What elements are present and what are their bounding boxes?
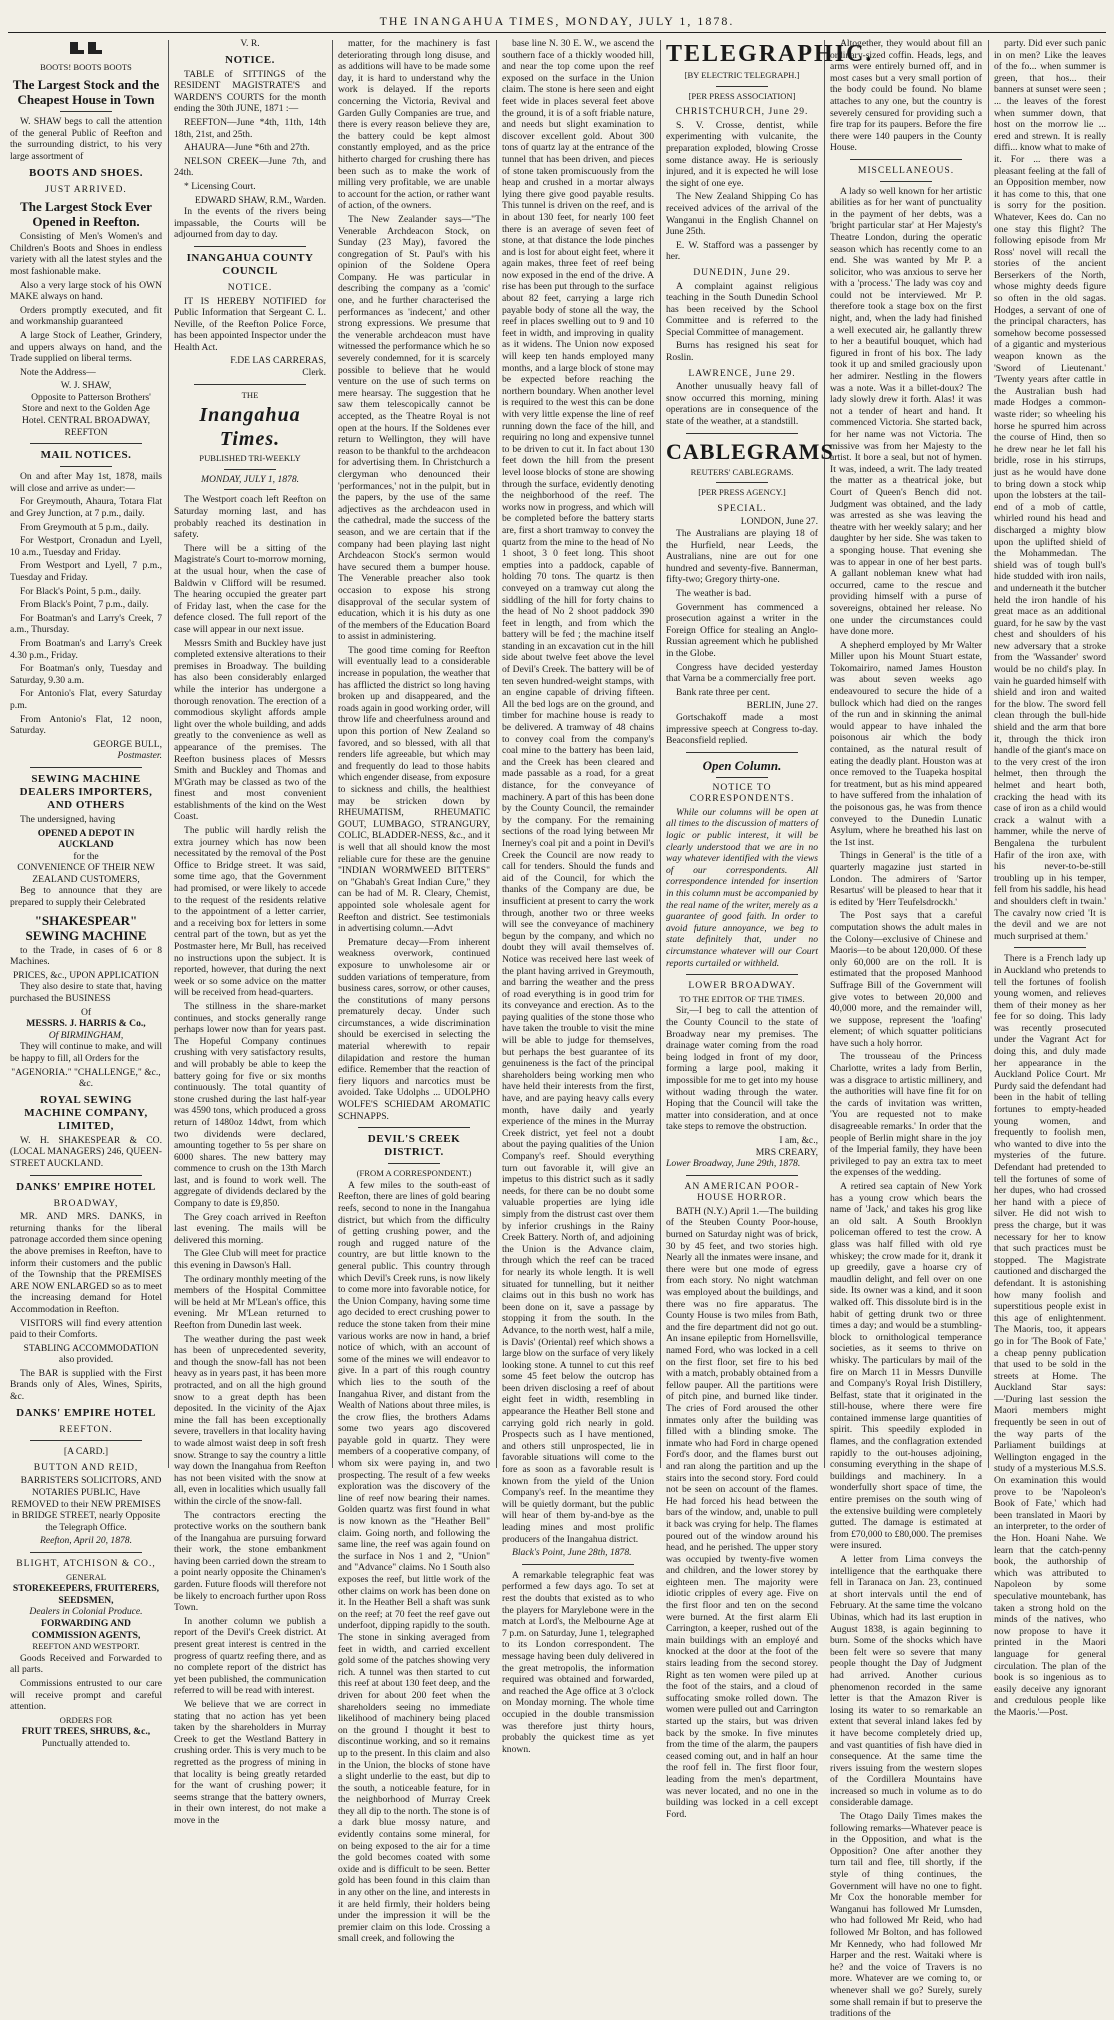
masthead-title: THE INANGAHUA TIMES, MONDAY, JULY 1, 1878.	[379, 14, 735, 28]
card-label: [A CARD.]	[63, 1446, 109, 1458]
table-paragraph: * Licensing Court.	[184, 180, 256, 192]
paper-date: MONDAY, JULY 1, 1878.	[200, 473, 300, 485]
boots-paragraph: W. SHAW begs to call the attention of the general Public of Reefton and the surrounding district, to his very large assortment of	[10, 116, 162, 162]
boots-name: W. J. SHAW,	[60, 380, 112, 392]
column-6	[830, 38, 982, 2020]
divider	[686, 974, 798, 975]
boots-paragraph: Consisting of Men's Women's and Children's Boots and Shoes in endless variety with all the latest styles and the most fashionable make.	[10, 231, 162, 277]
poorhouse-heading: AN AMERICAN POOR-HOUSE HORROR.	[684, 1180, 800, 1204]
article-paragraph: A lady so well known for her artistic abilities as for her want of punctuality in the payment of her debts, was a 'bright particular star' at Her Majesty's Theatre London, during the operatic season which has recently come to an end. She was wanted by Mr P. a solicitor, who was anxious to serve her with a 'process.' The lady was coy and could not be interviewed. Mr P. therefore took a stage box on the first night, and, when the lady had finished a well executed air, he gallantly threw to her a beautiful bouquet, which had figured in front of his box. The lady took it up and smiled graciously upon her admirer. Nestling in the flowers was a note. Was it a billet-doux? The lady slowly drew it forth. Alas! it was not a tender of heart and hand. It commenced Victoria. She started back, for her name was not Victoria. The missive was from her Majesty to the artist. It bore a seal, but not of hymen. It was, indeed, a writ. The lady treated the matter as a theatrical joke, but Court of Queen's Bench did not. Judgment was obtained, and the lady was arrested as she was leaving the theatre with her weekly salary; and her daughter by her side. She was taken to a sponging house. That evening she was to appear in one of her best parts. A gallant nobleman knew what had occurred, came to the rescue and providing himself with a purse of sovereigns, obtained her release. No one under the circumstances could have done more.	[830, 185, 982, 638]
dateline: CHRISTCHURCH, June 29.	[675, 106, 809, 118]
county-council-signature-title: Clerk.	[302, 367, 326, 379]
special-heading: SPECIAL.	[717, 502, 767, 514]
correspondents-notice: While our columns will be open at all times to the discussion of matters of logic or public interest, it will be clearly understood that we are in no way whatever identified with the views of our correspondents. All correspondence intended for insertion in this column must be accompanied by the real name of the writer, merely as a guarantee of good faith. In order to avoid future annoyance, we beg to state definitely that, under no circumstance whatever will our Court reports curtailed or withheld.	[666, 806, 818, 969]
divider	[60, 111, 112, 112]
dateline: BERLIN, June 27.	[746, 700, 818, 712]
article-paragraph: There is a French lady up in Auckland who pretends to tell the fortunes of foolish young women, and relieves them of their money as her fee for so doing. This lady was recently prosecuted under the Vagrant Act for doing this, and duly made her appearance in the Auckland Police Court. Mr Purdy said the defendant had been in the habit of telling fortunes to empty-headed young women, and frequently to foolish men, who wanted to dive into the mysteries of the future. Defendant had pretended to tell the fortunes of some of her dupes, who had crossed her hand with a piece of silver. He did not wish to press the charge, but it was necessary for her to know that such practices must be stopped. The Magistrate cautioned and discharged the defendant. It is astonishing how many foolish and superstitious people exist in this age of enlightenment. The Maoris, too, it appears go in for 'The Book of Fate,' a cheap penny publication that used to be sold in the streets at Home. The Auckland Star says:—'During last session the Maori members might frequently be seen in out of the way parts of the Parliament buildings at Wellington engaged in the study of a mysterious M.S.S. On examination this would prove to be 'Napoleon's Book of Fate,' which had been translated in Maori by an interpreter, to the order of the Hon. Hoani Nahe. We learn that the catch-penny book, the authorship of which was attributed to Napoleon by some speculative mountebank, has taken a strong hold on the minds of the natives, who now propose to have it printed in the Maori language for general circulation. The plan of the book is so ingenious as to easily deceive any ignorant and credulous people like the Maoris.'—Post.	[994, 953, 1106, 1718]
button-reid-date: Reefton, April 20, 1878.	[39, 1535, 133, 1547]
mail-line: For Westport, Cronadun and Lyell, 10 a.m., Tuesday and Friday.	[10, 535, 162, 558]
editorial-paragraph: The stillness in the share-market continues, and stocks generally range perhaps lower now than for years past. The Hopeful Company continues crushing with very satisfactory results, and will probably be able to keep the battery going for five or six months continuously. The total quantity of stone crushed during the last half-year was 4590 tons, which produced a gross return of 1480oz 14dwt, from which two dividends were declared, amounting together to 5s per share on 6000 shares. The new battery may commence to crush on the 13th March last, and is found to work well. The aggregate of dividends declared by the Company to date is £9,850.	[174, 1000, 326, 1210]
boots-heading: BOOTS AND SHOES.	[28, 166, 144, 179]
article-paragraph: Things in General' is the title of a quarterly magazine just started in London. The admirers of 'Sartor Resartus' will be pleased to hear that it is edited by 'Herr Teufelsdrockh.'	[830, 850, 982, 908]
column-divider	[168, 40, 169, 1468]
sewing-line: CONVENIENCE OF THEIR NEW ZEALAND CUSTOMERS,	[17, 862, 155, 885]
dateline: DUNEDIN, June 29.	[693, 266, 791, 278]
editorial-paragraph: Messrs Smith and Buckley have just completed extensive alterations to their premises in Broadway. The building has also been considerably enlarged while the interior has undergone a thorough renovation. The erection of a commodious skylight affords ample light over the whole building, and adds greatly to the convenience as well as appearance of the premises. The Reefton business places of Messrs Smith and Buckley and Thomas and M'Grath may be classed as two of the finest and most convenient establishments of the kind on the West Coast.	[174, 637, 326, 823]
royal-vr	[174, 38, 326, 50]
divider	[686, 433, 798, 434]
sewing-line: OPENED A DEPOT IN AUCKLAND	[37, 827, 135, 851]
divider	[358, 1127, 470, 1128]
news-paragraph: Another unusually heavy fall of snow occurred this morning, mining operations are in consequence of the state of the weather, at a standstill.	[666, 381, 818, 428]
royal-vr-text: V. R.	[240, 38, 260, 49]
article-paragraph: The good time coming for Reefton will eventually lead to a considerable increase in population, the weather that has afflicted the district so long having broken up and disappeared, and the roads again in good working order, will throw life and cheerfulness around and upon this portion of New Zealand so favored, and so blessed, with all that renders life agreeable, but which may and frequently do lead to those habits which engender disease, from exposure to sickness and chills, the healthiest may be stricken down by RHEUMATISM, RHEUMATIC GOUT, LUMBAGO, STRANGURY, COLIC, BLADDER-NESS, &c., and it is well that all should know the most reliable cure for these are the genuine "INDIAN WORMWEED BITTERS" on "Ghabah's Great Indian Cure," they can be had of M. R. Cleary, Chemist, appointed sole wholesale agent for Reefton and district. See testimonials in advertising column.—Advt	[338, 644, 490, 935]
article-paragraph: The Post says that a careful computation shows the adult males in the Colony—exclusive of Chinese and Maoris—to be about 120,000. Of these only 60,000 are on the roll. It is estimated that the proposed Manhood Suffrage Bill of the Government will give votes to between 20,000 and 40,000 more, and the remainder will, we suppose, represent the 'loafing' element; of which squatter politicians have such a holy horror.	[830, 910, 982, 1049]
divider	[686, 752, 798, 753]
mail-line: On and after May 1st, 1878, mails will close and arrive as under:—	[10, 471, 162, 494]
dateline: LAWRENCE, June 29.	[688, 367, 796, 379]
paper-name: Inangahua Times.	[199, 404, 301, 451]
table-signature: EDWARD SHAW, R.M., Warden.	[194, 194, 326, 206]
sewing-paragraph: The undersigned, having	[20, 813, 116, 825]
article-paragraph: matter, for the machinery is fast deteriorating through long disuse, and as additions will have to be made some day, it is hard to understand why the work is delayed. If the reports concerning the Victoria, Revival and Garden Gully Companies are true, and there is every reason believe they are, the battery could be kept almost constantly employed, and as the price hitherto charged for crushing there has been such as to make the work of milling very profitable, we are unable to account for the action, or rather want of action, of the owners.	[338, 38, 490, 212]
editorial-paragraph: The Glee Club will meet for practice this evening in Dawson's Hall.	[174, 1248, 326, 1272]
divider	[30, 443, 142, 444]
paper-the: THE	[241, 389, 259, 400]
article-paragraph: Altogether, they would about fill an ordinary-sized coffin. Heads, legs, and arms were entirely burned off, and in most cases but a very small portion of the body could be found. No blame attaches to any one, but the country is severely censured for providing such a fire trap for its paupers. Before the fire there were 140 paupers in the County House.	[830, 38, 982, 154]
telegraphic-assoc: [PER PRESS ASSOCIATION]	[688, 90, 796, 101]
blight-line: FRUIT TREES, SHRUBS, &c.,	[21, 1726, 151, 1738]
blight-line: FORWARDING AND COMMISSION AGENTS,	[31, 1617, 141, 1641]
article-paragraph: The Otago Daily Times makes the following remarks—Whatever peace is in the Opposition, and what is the Opposition? One after another they turn tail and flee, till shortly, if the style of thing continues, the Government will have no one to fight. Mr Cox the honorable member for Wanganui has followed Mr Lumsden, who had followed Mr Reid, who had followed Mr Bolton, and has followed Mr Kennedy, who had followed Mr Harper and the rest. Waitaki where is he? and the voice of Travers is no more. Whatever are we coming to, or whenever shall we go? Surely, surely some shall remain if but to preserve the traditions of the	[830, 1811, 982, 2020]
columns-container	[8, 38, 1108, 2020]
letter-paragraph: Sir,—I beg to call the attention of the County Council to the state of Broadway near my premises. The drainage water coming from the road being lodged in front of my door, forming a large pool, making it impossible for me to get into my house without wading through the water. Hoping that the Council will take the matter into consideration, and at once take steps to remove the obstruction.	[666, 1005, 818, 1133]
divider	[716, 86, 768, 87]
column-divider	[988, 40, 989, 1468]
divider	[522, 1564, 634, 1565]
telegraphic-sub: [BY ELECTRIC TELEGRAPH.]	[684, 70, 800, 80]
column-4	[502, 38, 654, 1755]
divider	[1014, 947, 1086, 948]
divider	[30, 1175, 142, 1176]
telegraphic-heading: TELEGRAPHIC.	[666, 41, 874, 67]
editorial-paragraph: The public will hardly relish the extra journey which has now been necessitated by the removal of the Post Office to Bridge street. It was said, some time ago, that the Government had promised, or were likely to accede to the request of the residents relative to the appointment of a letter carrier, and a receiving box for letters in some central part of the town, but as yet the Postmaster here, Mr Bull, has received no instructions upon the subject. It is reported, however, that during the next week or so some advice on the matter will be received from head-quarters.	[174, 825, 326, 999]
divider	[686, 1175, 798, 1176]
sewing-line: PRICES, &c., UPON APPLICATION	[12, 969, 160, 981]
column-3	[338, 38, 490, 1945]
table-paragraph: REEFTON—June *4th, 11th, 14th 18th, 21st, and 25th.	[174, 116, 326, 140]
sewing-line: MESSRS. J. HARRIS & Co.,	[26, 1018, 146, 1030]
danks-sub-2: REEFTON.	[59, 1423, 113, 1435]
editorial-paragraph: The contractors erecting the protective works on the southern bank of the Inangahua are pursuing forward their work, the stone embankment having been carried down the stream to a point nearly opposite the Chinamen's garden. Future floods will therefore not be likely to encroach further upon Ross Town.	[174, 1509, 326, 1614]
article-signature: Black's Point, June 28th, 1878.	[512, 1547, 632, 1559]
article-paragraph: A remarkable telegraphic feat was performed a few days ago. To set at rest the doubts that existed as to who the players for Marylebone were in the match at Lord's, the Melbourne Age at 7 p.m. on Saturday, June 1, telegraphed to its London correspondent. The message having been duly delivered in the great metropolis, the information required was obtained and forwarded, and reached the Age office at 3 o'clock on Monday morning. The whole time occupied in the double transmission was therefore just thirty hours, probably the quickest time as yet known.	[502, 1569, 654, 1755]
danks-paragraph: VISITORS will find every attention paid to their Comforts.	[10, 1317, 162, 1341]
county-council-signature: F.DE LAS CARRERAS,	[230, 355, 326, 367]
notice-heading: NOTICE.	[225, 53, 275, 66]
blight-paragraph: Goods Received and Forwarded to all parts.	[10, 1652, 162, 1676]
danks-heading-2: DANKS' EMPIRE HOTEL	[16, 1406, 156, 1419]
letter-signature: I am, &c.,	[779, 1134, 818, 1146]
devils-creek-sub: (FROM A CORRESPONDENT.)	[356, 1168, 472, 1179]
column-divider	[660, 40, 661, 1468]
county-council-notice: NOTICE.	[227, 281, 273, 293]
sewing-line: Of BIRMINGHAM,	[48, 1029, 124, 1041]
table-paragraph: AHAURA—June *6th and 27th.	[184, 142, 310, 154]
blight-line: ORDERS FOR	[59, 1714, 113, 1725]
table-paragraph: In the events of the rivers being impassable, the Courts will be adjourned from day to day.	[174, 206, 326, 241]
divider	[194, 246, 306, 247]
button-reid-paragraph: BARRISTERS SOLICITORS, AND NOTARIES PUBLIC, Have REMOVED to their NEW PREMISES in BRIDGE STREET, nearly Opposite the Telegraph Office.	[11, 1475, 162, 1533]
boot-logo-icon	[10, 40, 162, 60]
divider	[60, 466, 112, 467]
divider	[30, 1552, 142, 1553]
editorial-paragraph: There will be a sitting of the Magistrate's Court to-morrow morning, at the usual hour, when the case of Baldwin v Clifford will be resumed. The hearing occupied the greater part of Friday last, when the case for the defence closed. The full report of the case will appear in our next issue.	[174, 542, 326, 635]
divider	[194, 384, 306, 385]
letter-heading: LOWER BROADWAY.	[688, 980, 796, 992]
cablegrams-heading: CABLEGRAMS	[666, 438, 834, 464]
boots-headline: The Largest Stock and the Cheapest House in Town	[12, 77, 160, 108]
devils-creek-paragraph: A few miles to the south-east of Reefton, there are lines of gold bearing reefs, second to none in the Inangahua district, but which from the difficulty of getting crushing power, and the rough and rugged nature of the country, are but little known to the general public. This country through which Devil's Creek runs, is now likely to come more into favorable notice, for the Union Company, having some time ago decided to erect crushing power to reduce the stone taken from their mine various works are now in hand, a brief notice of which, with an account of some of the mines we will endeavor to give. In a part of this rough country which lies to the south of the Inangahua River, and distant from the Wealth of Nations about three miles, is the crow flies, the brothers Adams some two years ago discovered payable gold in quartz. They were members of a cooperative company, of whom six were paying in, and two prospecting. The result of a few weeks exploration was the discovery of the line of reef now bearing their names. Golden quartz was first found in what is now known as the "Heather Bell" claim. Going north, and following the same line, the reef was again found on the surface in Nos 1 and 2, "Union" and "Advance" claims. No 1 South also exposes the reef, but little work of the other claims on work has been done on it. In the Heather Bell a shaft was sunk on the reef; at 70 feet the reef gave out underfoot, dipping rapidly to the south. The stone in sinking averaged from feet in width, and carried excellent gold some of the patches showing very rich. A tunnel was then started to cut this reef at about 130 feet deep, and the driven for about 200 feet when the shareholders seeing no immediate likelihood of machinery being placed on the ground I thought it best to discontinue working, and so it remains up to the present. In this claim and also in the Union, the blocks of stone have a slight underlie to the east, but dip to the south, a noticeable feature, for in the neighborhood of Murray Creek they all dip to the north. The stone is of a dark blue mossy nature, and evidently contains some mineral, for on being exposed to the air for a time the gold becomes coated with some oxide and is difficult to be seen. Better gold has been found in this claim than in any other on the line, and interests in it are held firmly, their holders being under the impression it will be the premier claim on this lode. Crossing a small creek, and following the	[338, 1179, 490, 1945]
news-paragraph: The weather is bad.	[676, 587, 752, 599]
editorial-paragraph: We believe that we are correct in stating that no action has yet been taken by the shareholders in Murray Creek to get the Westland Battery in crushing order. This is very much to be regretted as the progress of mining in that locality is being greatly retarded for the want of crushing power; it seems strange that the battery owners, in their own interest, do not make a move in the	[174, 1699, 326, 1826]
mail-line: From Westport and Lyell, 7 p.m., Tuesday and Friday.	[10, 560, 162, 583]
sewing-paragraph: Beg to announce that they are prepared to supply their Celebrated	[10, 885, 162, 909]
mail-line: From Black's Point, 7 p.m., daily.	[20, 599, 149, 611]
divider	[388, 1163, 440, 1164]
boots-note: Note the Address—	[20, 366, 96, 378]
news-paragraph: The New Zealand Shipping Co has received advices of the arrival of the Wanganui in the English Channel on June 25th.	[666, 191, 818, 238]
letter-signature: Lower Broadway, June 29th, 1878.	[666, 1158, 801, 1170]
blight-line: GENERAL	[65, 1571, 107, 1582]
devils-creek-heading: DEVIL'S CREEK DISTRICT.	[367, 1133, 461, 1159]
news-paragraph: S. V. Crosse, dentist, while experimenting with vulcanite, the preparation exploded, blowing Crosse some distance away. He is seriously injured, and it is expected he will lose the sight of one eye.	[666, 119, 818, 189]
correspondents-heading: NOTICE TO CORRESPONDENTS.	[689, 781, 795, 805]
blight-line: REEFTON AND WESTPORT.	[32, 1641, 140, 1652]
boots-paragraph: Orders promptly executed, and fit and workmanship guaranteed	[10, 304, 162, 328]
boots-paragraph: A large Stock of Leather, Grindery, and uppers always on hand, and the Trade supplied on liberal terms.	[10, 329, 162, 365]
mail-line: For Boatman's only, Tuesday and Saturday, 9.30 a.m.	[10, 663, 162, 686]
table-paragraph: NELSON CREEK—June 7th, and 24th.	[174, 155, 326, 179]
mail-line: For Black's Point, 5 p.m., daily.	[20, 585, 142, 597]
boots-just-arrived: JUST ARRIVED.	[45, 183, 127, 195]
cablegrams-agency: [PER PRESS AGENCY.]	[698, 487, 786, 498]
article-paragraph: A shepherd employed by Mr Walter Miller upon his Mount Stuart estate, Tokomairiro, named James Houston was about seven weeks ago endeavoured to secure the hide of a bullock which had died on the ranges of the run and in skinning the animal would appear to have inhaled the poisonous air which the body contained, as the natural result of eating the deadly plant. Houston was at once removed to the Tuapeka hospital for treatment, but as his mind appeared to have suffered from the inhalation of the poisonous gas, he was from thence conveyed to the Dunedin Lunatic Asylum, where he breathed his last on the 1st inst.	[830, 639, 982, 848]
sewing-heading: SEWING MACHINE DEALERS IMPORTERS, AND OTHERS	[19, 772, 153, 811]
blight-line: STOREKEEPERS, FRUITERERS, SEEDSMEN,	[12, 1583, 160, 1606]
sewing-paragraph: They will continue to make, and will be happy to fill, all Orders for the	[10, 1041, 162, 1064]
danks-heading: DANKS' EMPIRE HOTEL	[16, 1180, 156, 1193]
article-paragraph: The New Zealander says—"The Venerable Archdeacon Stock, on Sunday (23 May), favored the congregation of St. Paul's with his opinion of the Soldene Opera Company. He was particular in describing the company as a 'comic' one, and he further characterised the performances as 'indecent,' and other strong expressions. We presume that the venerable archdeacon must have witnessed the performance which he so severely condemned, for it is scarcely possible to believe that he would venture on the use of such terms on mere hearsay. The suggestion that he saw them telescopically cannot be accepted, as the Theatre Royal is not open at the hours. If the Soldenes ever return to Wellington, they will have reason to be thankful to the archdeacon for advertising them. In Christchurch a clergyman who denounced their 'performances,' not in the pulpit, but in the papers, by the use of the same adjectives as the archdeacon used in the cathedral, made the success of the season, and we are certain that if the company had been playing last night Archdeacon Stock's sermon would have secured them a bumper house. The Venerable preacher also took occasion to expose his strong disapproval of the secular system of education, which it is his duty as one of the members of the Education Board to assist in administering.	[338, 213, 490, 643]
blight-heading: BLIGHT, ATCHISON & CO.,	[16, 1558, 156, 1569]
paper-published: PUBLISHED TRI-WEEKLY	[199, 453, 301, 464]
divider	[850, 159, 962, 160]
mail-line: For Antonio's Flat, every Saturday p.m.	[10, 688, 162, 711]
poorhouse-paragraph: BATH (N.Y.) April 1.—The building of the Steuben County Poor-house, burned on Saturday night was of brick, 30 by 45 feet, and two stories high. Nearly all the inmates were insane, and there were but one mode of egress from each story. No night watchman was employed about the buildings, and there was no fire apparatus. The County House is two miles from Bath, and the fire department did not go out. An insane epileptic from Hornellsville, named Ford, who was locked in a cell on the first floor, set fire to his bed with a match, probably obtained from a fellow pauper. All the partitions were of pitch pine, and burned like tinder. The cries of Ford aroused the other inmates only after the building was filled with a blinding smoke. The inmate who had Ford in charge opened Ford's door, and the flames burst out and ran along the partition and up the stairs into the second story. Ford could not be seen on account of the flames. He had forced his head between the bars of the window, and, unable to pull it back was crying for help. The flames poured out of the window around his head, and he perished. The upper story was occupied by twenty-five women and children, and the lower storey by eighteen men. The majority were idiotic cripples of every age. Five on the first floor and ten on the second were burned. At the first alarm Eli Carrington, a keeper, rushed out of the main buildings with an employé and knocked at the door at the foot of the stairs leading from the second storey. Right as ten women were piled up at the foot of the stairs, and a cloud of suffocating smoke rolled down. The women were pulled out and Carrington started up the stairs, but was driven back by the smoke. In five minutes from the time of the alarm, the paupers ceased coming out, and in half an hour the roof fell in. The first floor four, leading from the men's department, was never located, and no one in the building was locked in a cell except Ford.	[666, 1205, 818, 1820]
news-paragraph: Bank rate three per cent.	[676, 686, 771, 698]
miscellaneous-heading: MISCELLANEOUS.	[857, 164, 955, 176]
column-divider	[824, 40, 825, 1468]
boots-title: BOOTS! BOOTS BOOTS	[40, 61, 132, 72]
letter-signature: MRS CREARY,	[755, 1146, 818, 1158]
mail-line: For Greymouth, Ahaura, Totara Flat and Grey Junction, at 7 p.m., daily.	[10, 496, 162, 520]
cablegrams-sub: REUTERS' CABLEGRAMS.	[690, 466, 794, 477]
sewing-company: ROYAL SEWING MACHINE COMPANY, LIMITED,	[24, 1093, 148, 1132]
county-council-paragraph: IT IS HEREBY NOTIFIED for Public Information that Sergeant C. L. Neville, of the Reefton Police Force, has been appointed Inspector under the Health Act.	[174, 295, 326, 353]
boots-address: Opposite to Patterson Brothers' Store and next to the Golden Age Hotel. CENTRAL BROADWAY, REEFTON	[21, 391, 151, 438]
danks-sub: BROADWAY,	[53, 1197, 119, 1209]
mail-line: From Greymouth at 5 p.m., daily.	[20, 521, 149, 533]
sewing-paragraph: to the Trade, in cases of 6 or 8 Machines.	[10, 944, 162, 968]
article-paragraph: The trousseau of the Princess Charlotte, writes a lady from Berlin, was a disgrace to artistic millinery, and the authorities will have fine fit for on the cards of invitation was written, 'You are requested not to make disagreeable remarks.' In order that the people of Berlin might share in the joy of the Imperial family, they have been privileged to pay an extra tax to meet the expenses of the wedding.	[830, 1051, 982, 1179]
column-1	[10, 38, 162, 1749]
divider	[224, 489, 276, 490]
county-council-heading: INANGAHUA COUNTY COUNCIL	[186, 251, 314, 277]
news-paragraph: Gortschakoff made a most impressive speech at Congress to-day. Beaconsfield replied.	[666, 711, 818, 747]
article-paragraph: A letter from Lima conveys the intelligence that the earthquake there fell in Taranaca on Jan. 23, continued at short intervals until the end of February. At the same time the volcano Ubinas, which had its last eruption in August 1838, is again beginning to burn. Some of the shocks which have been felt were so severe that many people thought the Day of Judgment had arrived. Another curious phenomenon recorded in the same letter is that the Amazon River is losing its water to so remarkable an extent that several inland lakes fed by it have become completely dried up, and vast quantities of fish have died in consequence. At the same time the rivers issuing from the western slopes of the Cordillera Mountains have increased so much in volume as to do considerable damage.	[830, 1554, 982, 1809]
boots-headline-2: The Largest Stock Ever Opened in Reefton.	[20, 199, 152, 230]
column-7	[994, 38, 1106, 1718]
article-paragraph: base line N. 30 E. W., we ascend the southern face of a thickly wooded hill, and near the top come upon the reef exposed on the surface in the Union claim. The stone is here seen and eight feet wide in places several feet above the ground, it is of a soft friable nature, and needs but slight examination to discover excellent gold. About 300 tons of quartz lay at the entrance of the tunnel that has been driven, and pieces of stone taken promiscuously from the heap and crushed in a mortar always lying there give good payable results. This tunnel is driven on the reef, and is in about 130 feet, for nearly 100 feet there is an average of seven feet of stone, at that distance the lode pinches and is lost for about eight feet, where it again makes, three feet of reef being now exposed in the end of the drive. A rise has been put through to the surface about 82 feet, carrying a large rich payable body of stone all the way, the reef in places swelling out to 9 and 10 feet in width, and improving in quality as it widens. The Union now exposed will keep ten hands employed many months, and a large block of stone may be expected before reaching the northern boundary. When another level is required to the west this can be done with very little expense the line of reef running down the face of the hill, and requiring no long and expensive tunnel to be driven to cut it. In fact about 130 feet down the hill from the present level loose blocks of stone are showing through the surface, evidently denoting the neighborhood of the reef. The works now in progress, and which will be completed before the battery starts are, first a short tramway to convey the quartz from the mine to the head of No 1 shoot, 3 0 feet long. This shoot empties into a paddock, capable of holding 70 tons. The quartz is then conveyed on a tramway cut along the siddling of the hill for forty chains to the head of No 2 shoot paddock 390 feet in length, and from which the battery will be fed ; the machine itself standing in an excavation cut in the hill side about twelve feet above the level of Devil's Creek. The battery will be of ten seven hundred-weight stamps, with an engine capable of driving fifteen. All the bed logs are on the ground, and timber for machine house is ready to be delivered. A tramway of 48 chains to convey coal from the company's coal mine to the battery has been laid, and the Creek has been cleared and made passable as a road, for a great distance, for the conveyance of machinery. A part of this has been done by the County Council, the remainder by the company. For the remaining sections of the road lying between Mr Inerney's coal pit and a point in Devil's Creek the Council are now ready to call for tenders. Should the funds and aid of the Council, for which the thanks of the Company are due, be insufficient at present to carry the work through, another two or three weeks will see the conveyance of machinery begun by the company, and which no doubt they will avail themselves of. Notice was received here last week of the plant having arrived in Greymouth, and barring the weather and the press of road everything is in good trim for its conveyance and erection. As to the paying qualities of the stone those who have taken the trouble to visit the mine will be able to judge for themselves, but perhaps the best guarantee of its genuineness is the fact of the principal shareholders being working men who have held their interests from the first, have, and are paying heavy calls every month, have daily and yearly experience of the mines in the Murray Creek district, yet feel not a doubt about the paying qualities of the Union Company's reef. Should everything turn out favorable it, will give an impetus to this district such as it sadly needs, for there can be no doubt some valuable properties are lying idle simply from the distrust cast over them by inferior crushings in the Rainy Creek Battery. North of, and adjoining the Union is the Advance claim, through which the reef can be traced for nearly its whole length. It is well situated for tunnelling, but it neither claims out in this bush no work has been done on it, save a passage by stopping it from the south. In the Advance, to the north west, half a mile, is Davis' (Oriental) reef which shows a large blow on the surface of very likely looking stone. A tunnel to cut this reef some 45 feet below the outcrop has been driven disclosing a reef of about eight feet in width, resembling in appearance the Heather Bell stone and carrying gold rich nearly in gold. Prospects such as I have mentioned, and others still unprospected, lie in favorable situations will come to the fore as soon as a favorable result is known from the yield of the Union Company's reef. In the meantime they will be quietly dormant, but the public will hear of them by-and-bye as the leading mines and most prolific producers of the Inangahua district.	[502, 38, 654, 1545]
blight-paragraph: Commissions entrusted to our care will receive prompt and careful attention.	[10, 1677, 162, 1713]
table-paragraph: TABLE of SITTINGS of the RESIDENT MAGISTRATE'S and WARDEN'S COURTS for the month ending the 30th JUNE, 1871 :—	[174, 68, 326, 115]
article-paragraph: Premature decay—From inherent weakness overwork, continued exposure to unwholesome air or sudden variations of temperature, from business cares, sorrow, or other causes, the constitutions of many persons prematurely decay. Under such circumstances, a wide discrimination should be exercised in selecting the material wherewith to repair dilapidation and restore the human edifice. Remember that the reaction of fiery liquors and narcotics must be avoided. Take Udolphs ... UDOLPHO WOLFE'S SCHIEDAM AROMATIC SCHNAPPS.	[338, 936, 490, 1122]
editorial-paragraph: The ordinary monthly meeting of the members of the Hospital Committee will be held at Mr M'Lean's office, this evening. Mr M'Lean returned to Reefton from Dunedin last week.	[174, 1273, 327, 1331]
column-5	[666, 38, 874, 1820]
mail-signature: GEORGE BULL,	[93, 738, 162, 750]
divider	[716, 482, 768, 483]
column-divider	[496, 40, 497, 1468]
editorial-paragraph: The Grey coach arrived in Reefton last evening. The mails will be delivered this morning.	[174, 1211, 326, 1246]
divider	[716, 777, 768, 778]
mail-line: From Boatman's and Larry's Creek 4.30 p.m., Friday.	[10, 637, 162, 661]
article-paragraph: party. Did ever such panic in on men? Like the leaves of the fo... when summer is green, that hos... their banners at sunset were seen ; ... the leaves of the forest when summer down, that host on the morrow lie ... ered and strewn. It is really diffi... know what to make of it. For ... there was a pleasant feeling at the fall of an Opposition member, now it has come to this, that one is sorry for the position. Whatever, Kees do. Can no one stay this flight? The following episode from Mr Ross' novel will recall the stories of the ancient Berserkers of the North, whose mighty deeds figure so often in the old sagas. Hodges, a servant of one of the principal characters, has somehow become possessed of a gigantic and mysterious weapon known as the 'Sword of Lieutenant.' 'Twenty years after cattle in the Australian bush had made Hodges a common-waste rider; so wheeling his horse he spurred him across the course of Hind, then so he drew near he let fall his bridle, rose in his stirrups, just as he would have done to bring down a stock whip upon the lobsters at the tail-end of a mob of cattle, whirled round his head and discharged a mighty blow upon the uplifted shield of the Mohammedan. The shield was of tough bull's hide studded with iron nails, and underneath it the butcher held the iron handle of his great mace as an additional guard, for he saw by the vast chest and shoulders of his new adversary that a stroke from the 'Wassander' sword would be no child's play. In vain he guarded himself with shield and iron and waited for the blow. The sword fell clean through the bull-hide shield and the arm that bore it, through the thick iron handle of the giant's mace on to the very crest of the iron helmet, then through the helmet and heart both, cracking the head with its case of iron as a child would crack a walnut with a hammer, while the nerve of Bengalena the turbulent Hafir of the iron axe, with his never-to-be-still troubling up in his temper, fell from his saddle, his head and shoulders cleft in twain.' The cavalry now cried 'It is the devil and we are not much surprised at them.'	[994, 38, 1106, 942]
news-paragraph: The Australians are playing 18 of the Hurfield, near Leeds, the Australians, nine are out for one hundred and seventy-five. Bannerman, fifty-two; Gregory thirty-one.	[666, 528, 818, 586]
column-2	[174, 38, 327, 1826]
news-paragraph: A complaint against religious teaching in the South Dunedin School has been received by the School Committee and is referred to the Special Committee of management.	[666, 280, 818, 338]
mail-line: From Antonio's Flat, 12 noon, Saturday.	[10, 713, 162, 737]
danks-paragraph: STABLING ACCOMMODATION also provided.	[23, 1342, 159, 1366]
sewing-paragraph: They also desire to state that, having purchased the BUSINESS	[10, 981, 162, 1005]
divider	[224, 469, 276, 470]
open-column-heading: Open Column.	[702, 757, 782, 773]
button-reid-heading: BUTTON AND REID,	[33, 1461, 139, 1473]
editorial-paragraph: The weather during the past week has been of unprecedented severity, and though the snow-fall has not been heavy as in years past, it has been more protracted, and on all the high ground snow to a great depth has been deposited. In the vicinity of the Ajax mine the fall has been exceptionally severe, travellers in that locality having to wade almost waist deep in soft fresh snow. Strange to say the country a little way down the Inangahua from Reefton has not been visited with the snow at all, even in localities which usually fall within the circle of the snow-fall.	[174, 1333, 326, 1507]
editorial-paragraph: In another column we publish a report of the Devil's Creek district. At present great interest is centred in the progress of quartz reefing there, and as no complete report of the district has yet been published, the communication referred to will be read with interest.	[174, 1615, 326, 1697]
sewing-product: "SHAKESPEAR" SEWING MACHINE	[25, 912, 147, 943]
divider	[880, 181, 932, 182]
editorial-paragraph: The Westport coach left Reefton on Saturday morning last, and has probably reached its destination in safety.	[174, 494, 326, 541]
news-paragraph: Congress have decided yesterday that Varna be a commercially free port.	[666, 661, 818, 685]
divider	[30, 767, 142, 768]
mail-signature-title: Postmaster.	[117, 750, 162, 762]
masthead-rule	[8, 32, 1106, 33]
sewing-line: for the	[73, 850, 99, 862]
letter-to: TO THE EDITOR OF THE TIMES.	[679, 993, 805, 1004]
danks-paragraph: MR. AND MRS. DANKS, in returning thanks for the liberal patronage accorded them since opening the above premises in Reefton, have to inform their customers and the public of the Township that the PREMISES ARE NOW ENLARGED so as to meet the increasing demand for Hotel Accommodation in Reefton.	[10, 1211, 162, 1315]
boots-paragraph: Also a very large stock of his OWN MAKE always on hand.	[10, 279, 162, 303]
divider	[30, 1440, 142, 1441]
news-paragraph: Burns has resigned his seat for Roslin.	[666, 340, 818, 364]
sewing-line: "AGENORIA." "CHALLENGE," &c., &c.	[11, 1066, 161, 1090]
mail-line: For Boatman's and Larry's Creek, 7 a.m., Thursday.	[10, 612, 162, 636]
blight-line: Punctually attended to.	[41, 1737, 131, 1749]
danks-paragraph: The BAR is supplied with the First Brands only of Ales, Wines, Spirits, &c.	[10, 1367, 162, 1403]
mail-notices-title: MAIL NOTICES.	[40, 449, 132, 462]
news-paragraph: E. W. Stafford was a passenger by her.	[666, 239, 818, 263]
blight-line: Dealers in Colonial Produce.	[29, 1606, 143, 1618]
news-paragraph: Government has commenced a prosecution against a writer in the Foreign Office for stealing an Anglo-Russian agreement which he published in the Globe.	[666, 601, 818, 659]
dateline: LONDON, June 27.	[740, 516, 818, 528]
sewing-paragraph: W. H. SHAKESPEAR & CO. (LOCAL MANAGERS) 246, QUEEN-STREET AUCKLAND.	[10, 1134, 162, 1169]
column-divider	[332, 40, 333, 1468]
sewing-line: Of	[80, 1006, 92, 1018]
page-masthead	[0, 14, 1114, 29]
article-paragraph: A retired sea captain of New York has a young crow which bears the name of 'Jack,' and takes his grog like an old salt. A South Brooklyn policeman offered to test the crow. A glass was half filled with old rye whiskey; the crow made for it, drank it up greedily, gave a hoarse cry of maudlin delight, and fell over on one side. Its owner was a kind, and it soon walked off. This dissolute bird is in the habit of getting drunk two or three times a day; and would be a stumbling-block to ornithological temperance societies, as it seems to thrive on whisky. The particulars by mail of the fire on March 11 in Messrs Dunville and Company's Royal Irish Distillery, Belfast, state that it originated in the still-house, where there were fire contained immense large quantities of spirit. This speedily exploded in flames, and the conflagration extended rapidly to the out-houses adjoining, consuming everything in the shape of buildings and machinery. In a wonderfully short space of time, the entire premises on the south wing of the extensive building were completely gutted. The damage is estimated at from £70,000 to £80,000. The premises were insured.	[830, 1181, 982, 1552]
